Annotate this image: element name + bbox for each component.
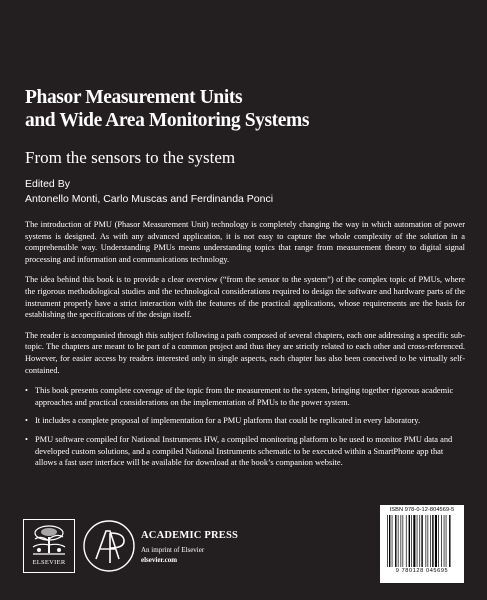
barcode-bar: [398, 515, 399, 567]
barcode-bar: [435, 515, 437, 567]
barcode-bar: [413, 515, 415, 567]
barcode-bar: [406, 515, 407, 567]
barcode-bar: [411, 515, 412, 567]
feature-item: • It includes a complete proposal of implementation for a PMU platform that could be replicated in every laboratory.: [25, 415, 465, 427]
barcode-bar: [417, 515, 418, 567]
feature-item: • PMU software compiled for National Instruments HW, a compiled monitoring platform to be used to monitor PMU data and developed custom solutions, and a compiled National Instruments schematic to be executed within a SmartPhone app that allows a fast user interface will be available for download at the book’s companion website.: [25, 434, 465, 469]
elsevier-tree-icon: [27, 523, 71, 557]
editors-names: Antonello Monti, Carlo Muscas and Ferdinanda Ponci: [25, 193, 274, 205]
book-title: [25, 86, 475, 132]
barcode-bar: [428, 515, 429, 567]
barcode-bar: [430, 515, 431, 567]
academic-press-logo-icon: [82, 519, 136, 573]
publisher-website: elsevier.com: [141, 556, 178, 564]
barcode-bar: [438, 515, 439, 567]
barcode-bar: [432, 515, 433, 567]
barcode-bar: [395, 515, 396, 567]
barcode-bar: [444, 515, 445, 567]
title-line-2: and Wide Area Monitoring Systems: [25, 110, 310, 131]
blurb-paragraph: The idea behind this book is to provide a clear overview (“from the sensor to the system”) of the complex topic of PMUs, where the rigorous methodological studies and the technological considerations required to design the software and hardware parts of the instrument properly have a strict interaction with the features of the practical applications, whose requirements are the basis for establishing the specifications of the design itself.: [25, 275, 465, 320]
barcode-bar: [389, 515, 390, 567]
barcode-bar: [409, 515, 410, 567]
barcode-bar: [387, 515, 388, 567]
barcode-bar: [449, 515, 450, 567]
blurb: [25, 219, 465, 476]
barcode-bar: [446, 515, 447, 567]
barcode-bar: [401, 515, 402, 567]
isbn-label: ISBN 978-0-12-804569-5: [389, 507, 455, 513]
publisher-name: ACADEMIC PRESS: [141, 530, 239, 541]
barcode-icon: [385, 515, 459, 567]
edited-by-label: Edited By: [25, 178, 70, 190]
barcode-bar: [441, 515, 442, 567]
imprint-line: An imprint of Elsevier: [141, 546, 205, 554]
barcode-digits: 9 780128 045695: [395, 568, 449, 574]
barcode-bar: [403, 515, 404, 567]
feature-list: [25, 385, 465, 469]
elsevier-wordmark: ELSEVIER: [32, 559, 66, 566]
barcode-bar: [426, 515, 427, 567]
title-line-1: Phasor Measurement Units: [25, 87, 243, 108]
publisher-block: [141, 530, 301, 564]
editors-block: [25, 177, 475, 207]
elsevier-logo: [23, 519, 75, 573]
book-subtitle: From the sensors to the system: [25, 148, 236, 167]
isbn-barcode: [380, 505, 464, 583]
feature-item: • This book presents complete coverage of the topic from the measurement to the system, bringing together rigorous academic approaches and practical considerations on the implementation of PMUs to the power system.: [25, 385, 465, 408]
barcode-bar: [392, 515, 393, 567]
barcode-bar: [419, 515, 420, 567]
barcode-bar: [421, 515, 422, 567]
blurb-paragraph: The introduction of PMU (Phasor Measurement Unit) technology is completely changing the way in which automation of power systems is designed. As with any advanced application, it is not easy to capture the whole complexity of the solution in a comprehensible way. Understanding PMUs means understanding topics that range from measurement theory to digital signal processing and information and communications technology.: [25, 220, 465, 264]
blurb-paragraph: The reader is accompanied through this subject following a path composed of several chapters, each one addressing a specific sub-topic. The chapters are meant to be part of a common project and thus they are strictly related to each other and cross-referenced. However, for easier access by readers interested only in single aspects, each chapter has also been conceived to be virtually self-contained.: [25, 330, 465, 375]
